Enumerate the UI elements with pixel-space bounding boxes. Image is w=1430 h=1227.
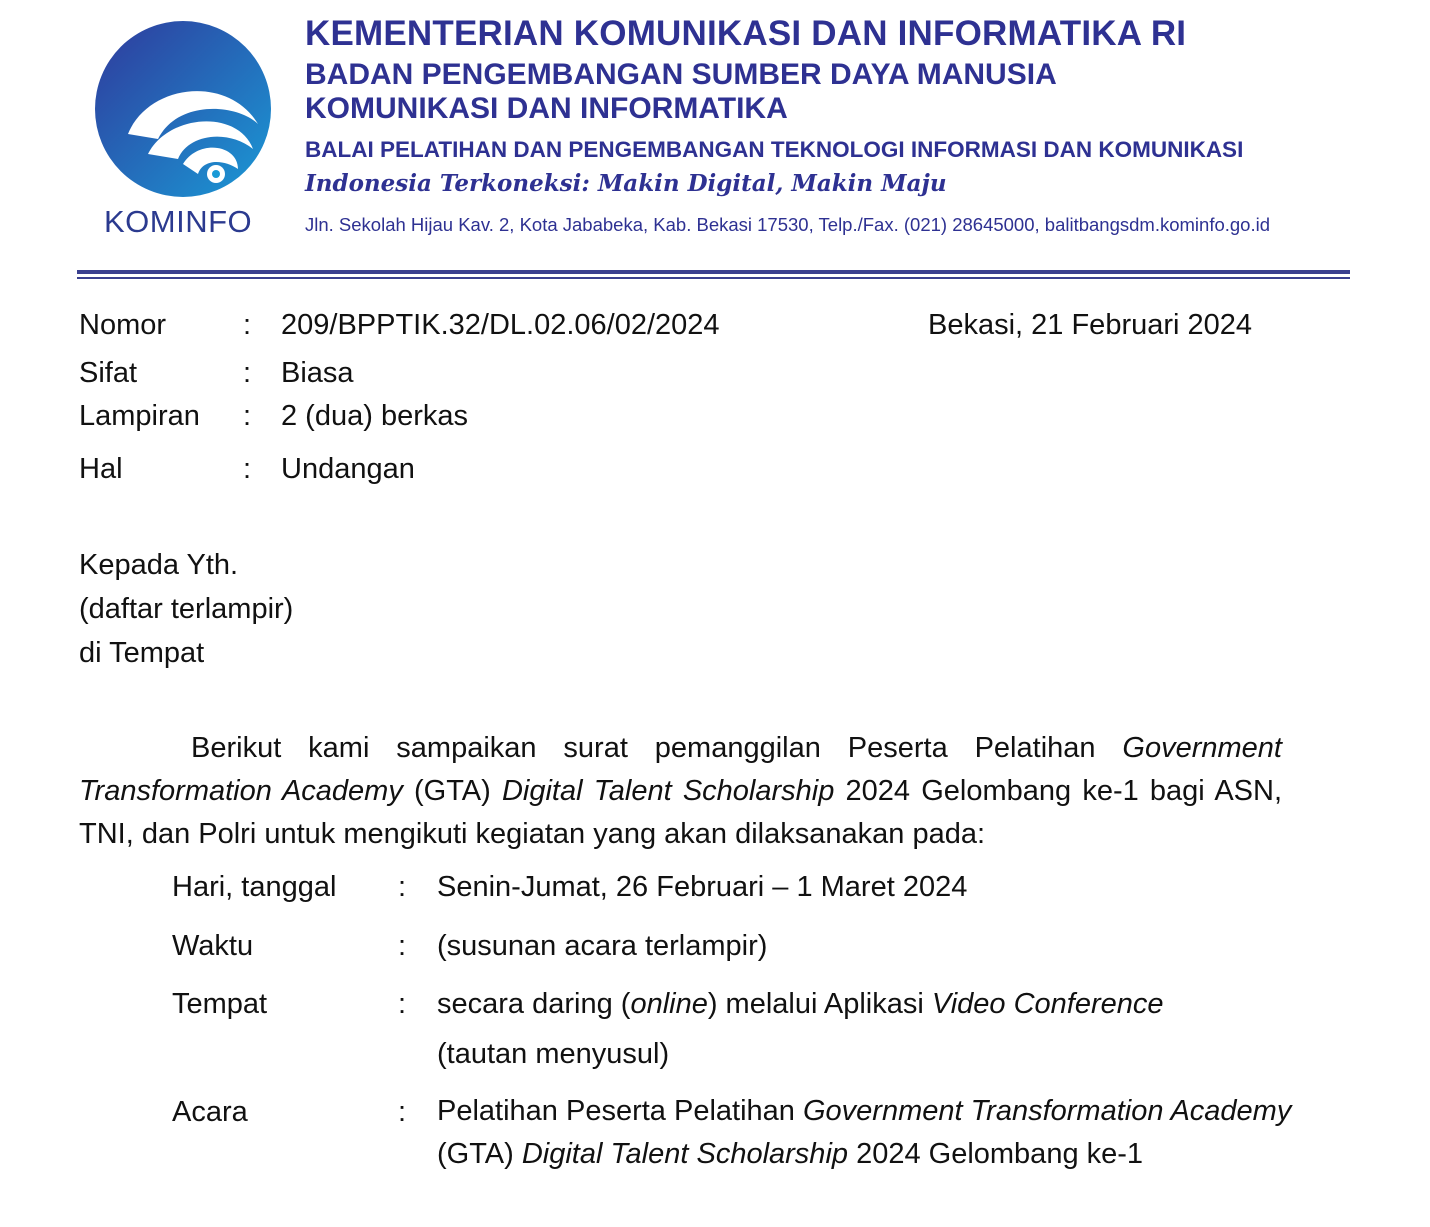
tempat-label: Tempat bbox=[172, 988, 268, 1020]
paragraph-text: (GTA) bbox=[402, 775, 502, 807]
recipient-place: di Tempat bbox=[79, 637, 205, 669]
kominfo-logo-icon bbox=[88, 14, 278, 204]
body-paragraph bbox=[79, 727, 1282, 856]
hari-value: Senin-Jumat, 26 Februari – 1 Maret 2024 bbox=[437, 871, 968, 903]
tempat-italic: Video Conference bbox=[931, 988, 1164, 1020]
paragraph-italic: Government Transformation Academy bbox=[79, 732, 1282, 807]
office-address: Jln. Sekolah Hijau Kav. 2, Kota Jababeka, Kab. Bekasi 17530, Telp./Fax. (021) 28645000, balitbangsdm.kominfo.go.id bbox=[305, 214, 1271, 235]
tempat-value bbox=[437, 988, 1164, 1021]
paragraph-text: Berikut kami sampaikan surat pemanggilan Peserta Pelatihan bbox=[191, 732, 1123, 764]
acara-value bbox=[437, 1090, 1307, 1176]
colon: : bbox=[398, 871, 407, 903]
letter-date: Bekasi, 21 Februari 2024 bbox=[928, 309, 1253, 341]
lampiran-value: 2 (dua) berkas bbox=[281, 400, 468, 432]
tempat-link-note: (tautan menyusul) bbox=[437, 1038, 670, 1070]
header-divider-thick bbox=[77, 270, 1350, 274]
colon: : bbox=[243, 400, 252, 432]
colon: : bbox=[243, 309, 252, 341]
header-divider-thin bbox=[77, 277, 1350, 279]
colon: : bbox=[398, 988, 407, 1020]
nomor-label: Nomor bbox=[79, 309, 167, 341]
hal-label: Hal bbox=[79, 453, 123, 485]
tempat-text: ) melalui Aplikasi bbox=[707, 988, 932, 1020]
nomor-value: 209/BPPTIK.32/DL.02.06/02/2024 bbox=[281, 309, 720, 341]
sifat-label: Sifat bbox=[79, 357, 138, 389]
lampiran-label: Lampiran bbox=[79, 400, 200, 432]
agency-title-line2: KOMUNIKASI DAN INFORMATIKA bbox=[305, 92, 788, 125]
tempat-italic: online bbox=[630, 988, 708, 1020]
acara-italic: Government Transformation Academy bbox=[802, 1095, 1292, 1127]
colon: : bbox=[243, 453, 252, 485]
hal-value: Undangan bbox=[281, 453, 415, 485]
acara-label: Acara bbox=[172, 1096, 248, 1128]
logo-text: KOMINFO bbox=[104, 204, 253, 239]
recipient-greeting: Kepada Yth. bbox=[79, 549, 239, 581]
acara-italic: Digital Talent Scholarship bbox=[521, 1138, 849, 1170]
sifat-value: Biasa bbox=[281, 357, 354, 389]
waktu-label: Waktu bbox=[172, 930, 254, 962]
recipient-list: (daftar terlampir) bbox=[79, 593, 294, 625]
paragraph-text: 2024 Gelombang ke-1 bagi ASN, TNI, dan Polri untuk mengikuti kegiatan yang akan dilaksanakan pada: bbox=[79, 775, 1282, 850]
acara-text: Pelatihan Peserta Pelatihan bbox=[437, 1095, 803, 1127]
acara-text: (GTA) bbox=[437, 1138, 522, 1170]
office-title: BALAI PELATIHAN DAN PENGEMBANGAN TEKNOLOGI INFORMASI DAN KOMUNIKASI bbox=[305, 137, 1244, 162]
colon: : bbox=[398, 930, 407, 962]
hari-label: Hari, tanggal bbox=[172, 871, 337, 903]
ministry-title: KEMENTERIAN KOMUNIKASI DAN INFORMATIKA RI bbox=[305, 14, 1187, 53]
colon: : bbox=[398, 1096, 407, 1128]
tagline: Indonesia Terkoneksi: Makin Digital, Makin Maju bbox=[305, 170, 947, 197]
acara-text: 2024 Gelombang ke-1 bbox=[848, 1138, 1144, 1170]
paragraph-italic: Digital Talent Scholarship bbox=[501, 775, 835, 807]
waktu-value: (susunan acara terlampir) bbox=[437, 930, 768, 962]
agency-title-line1: BADAN PENGEMBANGAN SUMBER DAYA MANUSIA bbox=[305, 58, 1057, 91]
colon: : bbox=[243, 357, 252, 389]
tempat-text: secara daring ( bbox=[437, 988, 631, 1020]
